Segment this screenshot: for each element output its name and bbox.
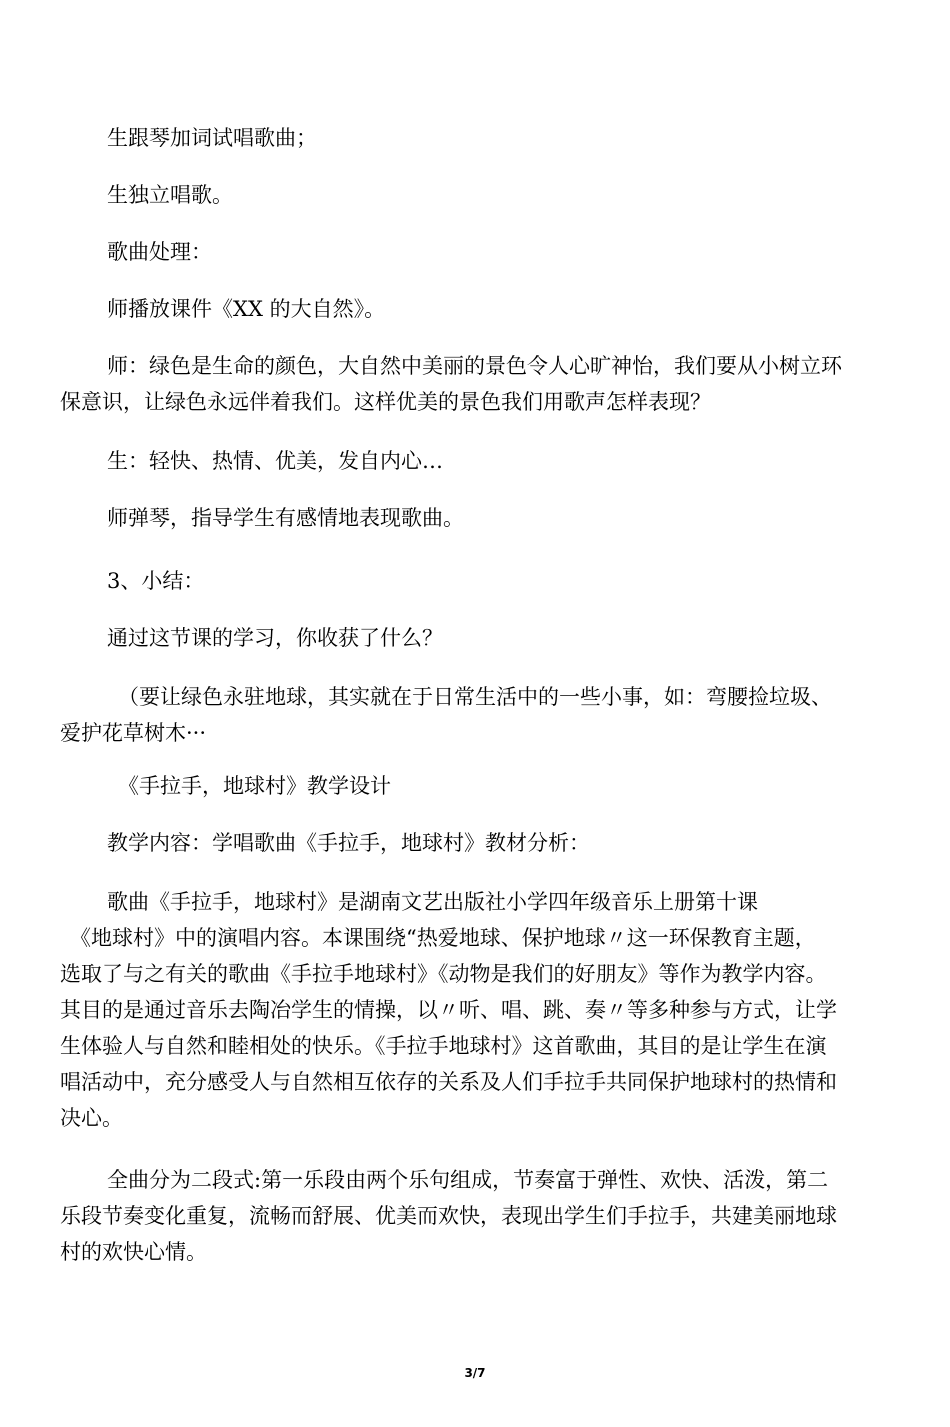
paragraph-line: 师：绿色是生命的颜色，大自然中美丽的景色令人心旷神怡，我们要从小树立环	[107, 354, 842, 378]
paragraph-line: 生体验人与自然和睦相处的快乐。《手拉手地球村》这首歌曲，其目的是让学生在演	[60, 1034, 827, 1058]
text-line: 通过这节课的学习，你收获了什么？	[107, 626, 443, 650]
lesson-title: 《手拉手，地球村》教学设计	[118, 774, 391, 798]
section-heading: 歌曲处理：	[107, 240, 212, 264]
paragraph-line: 歌曲《手拉手，地球村》是湖南文艺出版社小学四年级音乐上册第十课	[107, 890, 758, 914]
paragraph-line: 全曲分为二段式:第一乐段由两个乐句组成，节奏富于弹性、欢快、活泼，第二	[107, 1168, 829, 1192]
page-number: 3/7	[464, 1366, 486, 1380]
text-line: 生独立唱歌。	[107, 183, 233, 207]
paragraph	[60, 679, 886, 751]
paragraph-line: 决心。	[60, 1106, 123, 1130]
paragraph-line: 保意识，让绿色永远伴着我们。这样优美的景色我们用歌声怎样表现？	[60, 390, 711, 414]
paragraph-line: 唱活动中，充分感受人与自然相互依存的关系及人们手拉手共同保护地球村的热情和	[60, 1070, 837, 1094]
text-line: 生跟琴加词试唱歌曲；	[107, 126, 317, 150]
paragraph-line: 选取了与之有关的歌曲《手拉手地球村》《动物是我们的好朋友》等作为教学内容。	[60, 962, 827, 986]
paragraph-line: 爱护花草树木···	[60, 721, 207, 745]
text-line: 教学内容：学唱歌曲《手拉手，地球村》教材分析：	[107, 831, 590, 855]
paragraph-line: 其目的是通过音乐去陶冶学生的情操，以〃听、唱、跳、奏〃等多种参与方式，让学	[60, 998, 837, 1022]
paragraph	[60, 1162, 886, 1270]
text-line: 师播放课件《XX 的大自然》。	[107, 297, 386, 321]
paragraph-line: 乐段节奏变化重复，流畅而舒展、优美而欢快，表现出学生们手拉手，共建美丽地球	[60, 1204, 837, 1228]
text-line: 生：轻快、热情、优美，发自内心…	[107, 449, 443, 473]
paragraph-line: （要让绿色永驻地球，其实就在于日常生活中的一些小事，如：弯腰捡垃圾、	[118, 685, 832, 709]
paragraph-line: 《地球村》中的演唱内容。本课围绕“热爱地球、保护地球〃这一环保教育主题，	[70, 926, 816, 950]
text-line: 师弹琴，指导学生有感情地表现歌曲。	[107, 506, 464, 530]
paragraph-line: 村的欢快心情。	[60, 1240, 207, 1264]
paragraph	[60, 348, 886, 420]
section-heading: 3、小结：	[107, 569, 205, 593]
paragraph	[60, 884, 886, 1136]
